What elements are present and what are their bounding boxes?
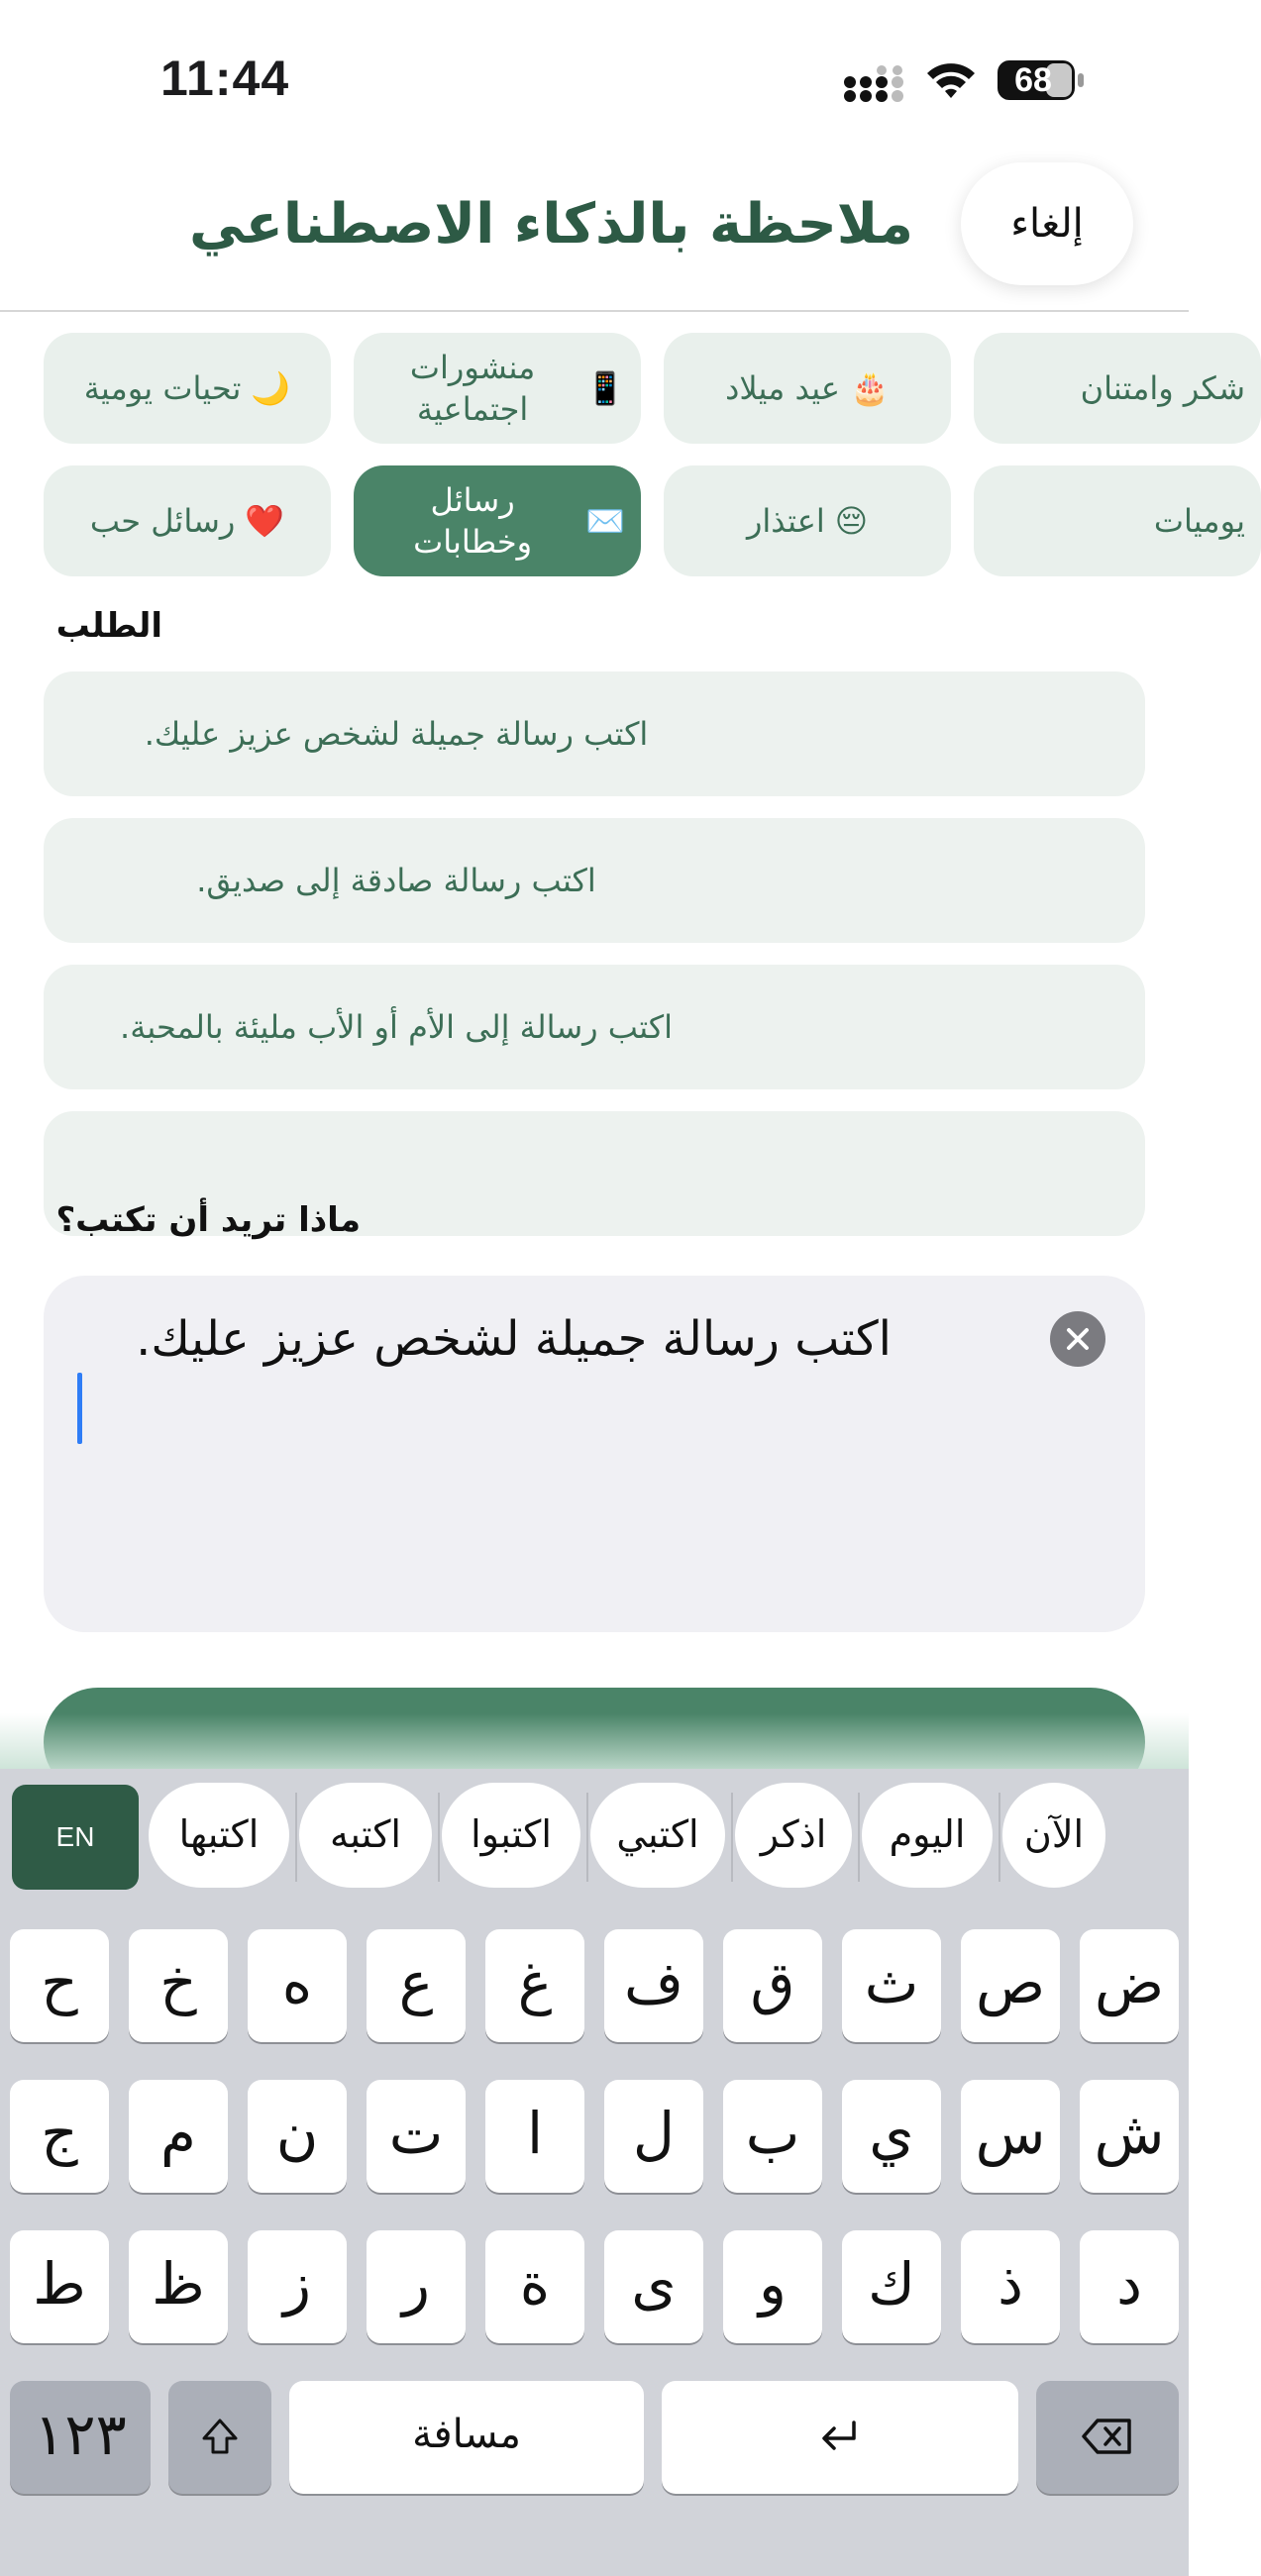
chip-label: رسائل وخطابات <box>413 481 533 561</box>
clear-button[interactable] <box>1050 1311 1105 1367</box>
numbers-key[interactable]: ١٢٣ <box>10 2381 151 2494</box>
prediction-bar <box>0 1769 1189 1898</box>
shift-key[interactable] <box>168 2381 271 2494</box>
status-bar <box>0 0 1189 149</box>
prediction-divider <box>295 1793 297 1882</box>
key[interactable]: ب <box>723 2080 822 2193</box>
key[interactable]: ض <box>1080 1929 1179 2042</box>
prediction-divider <box>438 1793 440 1882</box>
wifi-icon <box>923 57 979 101</box>
key[interactable]: خ <box>129 1929 228 2042</box>
chip-social-posts[interactable] <box>354 333 641 444</box>
prediction-item[interactable]: اكتبوا <box>442 1783 580 1888</box>
key[interactable]: ط <box>10 2230 109 2343</box>
chip-label: منشورات اجتماعية <box>409 349 536 428</box>
key[interactable]: ر <box>367 2230 466 2343</box>
chip-birthday[interactable] <box>664 333 951 444</box>
shift-icon <box>198 2415 242 2458</box>
chip-diaries[interactable] <box>974 465 1261 576</box>
chip-daily-greetings[interactable] <box>44 333 331 444</box>
key[interactable]: ذ <box>961 2230 1060 2343</box>
text-caret <box>77 1373 82 1444</box>
chip-label: عيد ميلاد <box>725 369 841 407</box>
key[interactable]: ع <box>367 1929 466 2042</box>
request-label: الطلب <box>55 606 162 646</box>
chip-label: يوميات <box>1153 502 1245 540</box>
chip-label: تحيات يومية <box>83 369 242 407</box>
key[interactable]: م <box>129 2080 228 2193</box>
key[interactable]: ي <box>842 2080 941 2193</box>
space-key[interactable]: مسافة <box>289 2381 644 2494</box>
prediction-divider <box>858 1793 860 1882</box>
cellular-signal-icon <box>844 65 905 103</box>
key[interactable]: ح <box>10 1929 109 2042</box>
page-title: ملاحظة بالذكاء الاصطناعي <box>188 192 913 257</box>
prediction-item[interactable]: اليوم <box>862 1783 993 1888</box>
key[interactable]: ة <box>485 2230 584 2343</box>
suggestions-list <box>44 671 1145 1147</box>
prediction-item[interactable]: اكتبها <box>149 1783 289 1888</box>
prediction-item[interactable]: اذكر <box>735 1783 852 1888</box>
suggestion-text: اكتب رسالة صادقة إلى صديق. <box>196 862 596 899</box>
moon-icon: 🌙 <box>251 369 291 407</box>
status-time: 11:44 <box>160 51 290 106</box>
key[interactable]: ن <box>248 2080 347 2193</box>
prediction-divider <box>998 1793 1000 1882</box>
key[interactable]: ى <box>604 2230 703 2343</box>
battery-level: 68 <box>1014 61 1052 99</box>
envelope-icon: ✉️ <box>585 502 625 540</box>
prediction-item[interactable]: الآن <box>1002 1783 1105 1888</box>
cake-icon: 🎂 <box>850 369 890 407</box>
prediction-divider <box>586 1793 588 1882</box>
close-icon <box>1064 1325 1092 1353</box>
prompt-text: اكتب رسالة جميلة لشخص عزيز عليك. <box>136 1311 892 1367</box>
return-key[interactable] <box>662 2381 1018 2494</box>
key[interactable]: و <box>723 2230 822 2343</box>
prediction-item[interactable]: اكتبي <box>590 1783 725 1888</box>
chip-label: رسائل حب <box>89 502 236 540</box>
keyboard-fade <box>0 1713 1189 1773</box>
key[interactable]: س <box>961 2080 1060 2193</box>
pensive-face-icon: 😔 <box>834 502 869 540</box>
key[interactable]: ق <box>723 1929 822 2042</box>
key[interactable]: د <box>1080 2230 1179 2343</box>
chip-letters[interactable] <box>354 465 641 576</box>
suggestion-item[interactable] <box>44 671 1145 796</box>
prompt-textarea[interactable] <box>44 1276 1145 1632</box>
language-switch-button[interactable]: EN <box>12 1785 139 1890</box>
delete-key[interactable] <box>1036 2381 1179 2494</box>
chip-label: اعتذار <box>746 502 825 540</box>
key[interactable]: ز <box>248 2230 347 2343</box>
prediction-divider <box>731 1793 733 1882</box>
phone-icon: 📱 <box>585 369 625 407</box>
chip-label: شكر وامتنان <box>1080 369 1245 407</box>
key[interactable]: ت <box>367 2080 466 2193</box>
suggestion-item[interactable] <box>44 818 1145 943</box>
category-chips <box>0 327 1245 584</box>
chip-thanks[interactable] <box>974 333 1261 444</box>
backspace-icon <box>1080 2417 1135 2456</box>
key[interactable]: ه <box>248 1929 347 2042</box>
key[interactable]: ظ <box>129 2230 228 2343</box>
cancel-button[interactable]: إلغاء <box>961 162 1133 285</box>
key[interactable]: ج <box>10 2080 109 2193</box>
suggestion-item[interactable] <box>44 965 1145 1089</box>
suggestion-text: اكتب رسالة جميلة لشخص عزيز عليك. <box>144 715 649 753</box>
key[interactable]: ك <box>842 2230 941 2343</box>
heart-icon: ❤️ <box>245 502 285 540</box>
input-label: ماذا تريد أن تكتب؟ <box>55 1200 361 1240</box>
key[interactable]: ث <box>842 1929 941 2042</box>
suggestion-text: اكتب رسالة إلى الأم أو الأب مليئة بالمحبة. <box>120 1008 673 1046</box>
key[interactable]: غ <box>485 1929 584 2042</box>
chip-love-letters[interactable] <box>44 465 331 576</box>
keyboard <box>0 1769 1189 2576</box>
key[interactable]: ش <box>1080 2080 1179 2193</box>
key[interactable]: ل <box>604 2080 703 2193</box>
header <box>0 149 1189 312</box>
prediction-item[interactable]: اكتبه <box>299 1783 432 1888</box>
return-icon <box>816 2417 864 2456</box>
chip-apology[interactable] <box>664 465 951 576</box>
key[interactable]: ص <box>961 1929 1060 2042</box>
key[interactable]: ا <box>485 2080 584 2193</box>
key[interactable]: ف <box>604 1929 703 2042</box>
